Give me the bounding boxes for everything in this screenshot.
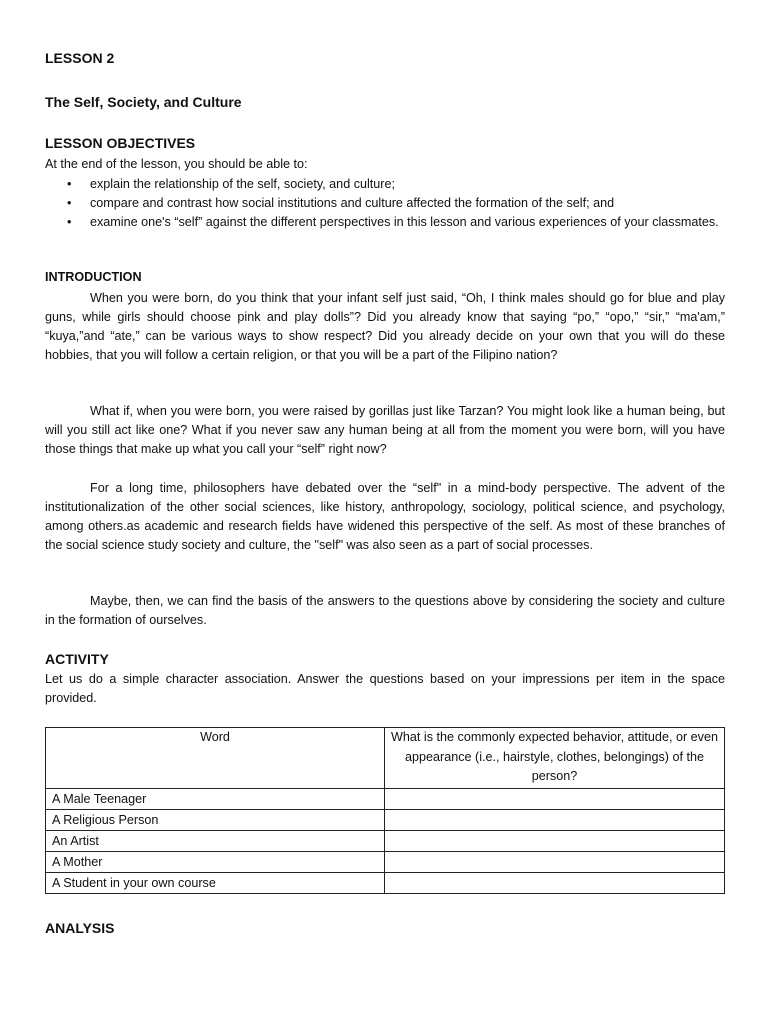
introduction-heading: INTRODUCTION (45, 270, 142, 284)
intro-paragraph-3: For a long time, philosophers have debated over the “self" in a mind-body perspective. The advent of the institutionalization of the other social sciences, like history, anthropology, sociology, political science, and psychology, among others.as academic and research fields have widened this perspective of the self. As most of these branches of the social science study society and culture, the "self" was also seen as a part of social processes. (45, 481, 725, 552)
objective-text: examine one's “self” against the different perspectives in this lesson and various experiences of your classmates. (90, 215, 719, 229)
intro-paragraph-1: When you were born, do you think that your infant self just said, “Oh, I think males should go for blue and play guns, while girls should choose pink and play dolls”? Did you already know that saying “po,” “opo,” “sir,” “ma'am,” “kuya,”and “ate,” can be various ways to show respect? Did you already decide on your own that you will do these hobbies, that you will follow a certain religion, or that you will be a part of the Filipino nation? (45, 291, 725, 362)
answer-cell[interactable] (385, 852, 725, 873)
table-row (46, 810, 725, 831)
answer-cell[interactable] (385, 873, 725, 894)
answer-cell[interactable] (385, 789, 725, 810)
word-cell: A Male Teenager (46, 789, 385, 810)
activity-heading: ACTIVITY (45, 651, 109, 667)
analysis-heading: ANALYSIS (45, 920, 115, 936)
lesson-number: LESSON 2 (45, 50, 115, 66)
objectives-list (45, 175, 725, 232)
intro-paragraph-2: What if, when you were born, you were raised by gorillas just like Tarzan? You might look like a human being, but will you still act like one? What if you never saw any human being at all from the moment you were born, will you have those things that make up what you call your “self” right now? (45, 404, 725, 456)
bullet-icon: • (67, 215, 72, 229)
table-row (46, 831, 725, 852)
objective-text: explain the relationship of the self, society, and culture; (90, 177, 395, 191)
objective-text: compare and contrast how social institutions and culture affected the formation of the self; and (90, 196, 615, 210)
intro-paragraph-4: Maybe, then, we can find the basis of the answers to the questions above by considering the society and culture in the formation of ourselves. (45, 594, 725, 627)
activity-table (45, 727, 725, 894)
table-row (46, 873, 725, 894)
word-cell: A Religious Person (46, 810, 385, 831)
table-header-row (46, 728, 725, 789)
answer-cell[interactable] (385, 810, 725, 831)
objective-item (45, 213, 725, 232)
word-cell: An Artist (46, 831, 385, 852)
column-header-expected-behavior: What is the commonly expected behavior, attitude, or even appearance (i.e., hairstyle, clothes, belongings) of the person? (385, 728, 725, 789)
activity-instructions: Let us do a simple character association. Answer the questions based on your impressions per item in the space provided. (45, 672, 725, 705)
table-row (46, 789, 725, 810)
word-cell: A Student in your own course (46, 873, 385, 894)
objectives-heading: LESSON OBJECTIVES (45, 135, 196, 151)
word-cell: A Mother (46, 852, 385, 873)
objective-item (45, 194, 725, 213)
lesson-title: The Self, Society, and Culture (45, 94, 242, 110)
bullet-icon: • (67, 177, 72, 191)
column-header-word: Word (46, 728, 385, 789)
objective-item (45, 175, 725, 194)
table-row (46, 852, 725, 873)
objectives-intro: At the end of the lesson, you should be able to: (45, 157, 308, 171)
bullet-icon: • (67, 196, 72, 210)
answer-cell[interactable] (385, 831, 725, 852)
